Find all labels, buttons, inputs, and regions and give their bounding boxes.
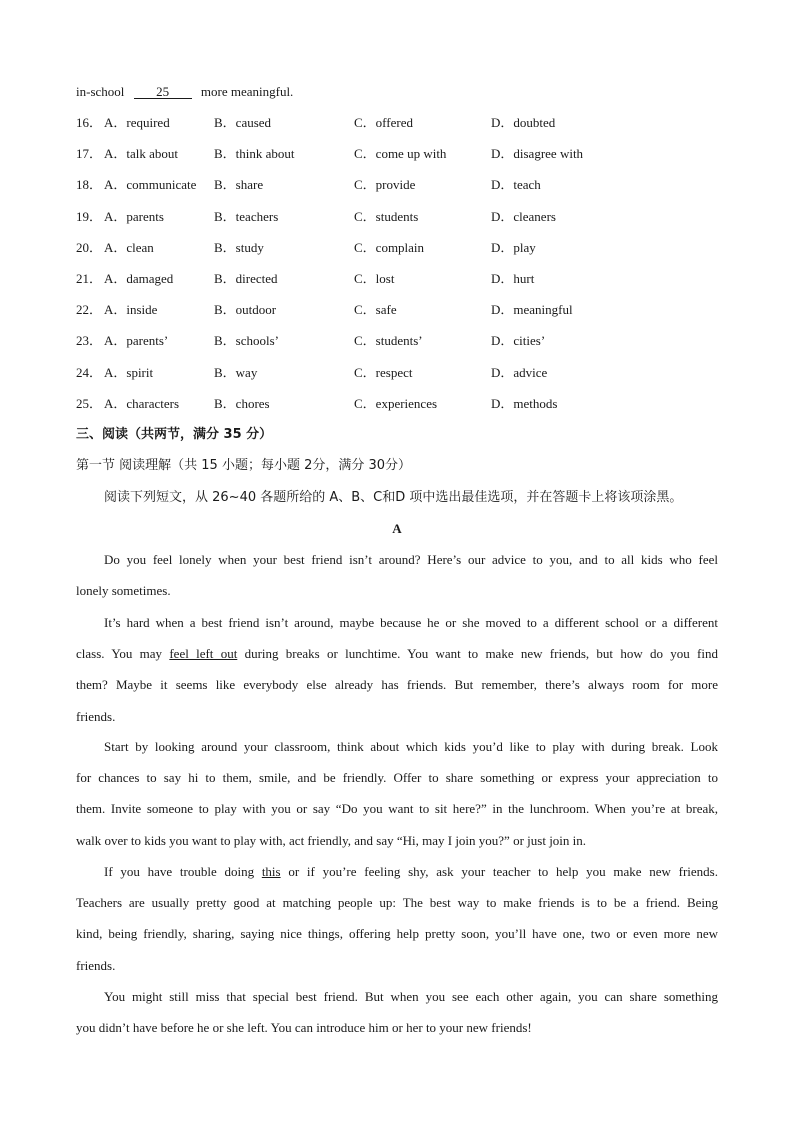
subsection-heading: 第一节 阅读理解（共 15 小题；每小题 2分，满分 30分） — [76, 458, 412, 473]
option-b: B．way — [214, 364, 258, 380]
option-a: A．talk about — [104, 146, 179, 162]
option-c: C．students — [354, 208, 419, 224]
option-a: A．parents’ — [104, 333, 169, 349]
question-number: 17． — [76, 146, 103, 162]
question-row — [76, 177, 716, 193]
passage-line: friends. — [76, 957, 116, 973]
question-number: 20． — [76, 239, 103, 255]
cloze-ending-line — [76, 84, 293, 100]
passage-line: you didn’t have before he or she left. You can introduce him or her to your new friends! — [76, 1020, 532, 1036]
question-number: 19． — [76, 208, 103, 224]
underlined-phrase: feel left out — [169, 646, 238, 662]
cloze-blank-25: 25 — [134, 85, 192, 99]
cloze-ending-prefix: in-school — [76, 84, 125, 99]
passage-line: You might still miss that special best friend. But when you see each other again, you can share something — [104, 989, 718, 1004]
option-d: D．teach — [491, 177, 541, 193]
question-row — [76, 146, 716, 162]
passage-line: If you have trouble doing this or if you’re feeling shy, ask your teacher to help you make new friends. — [104, 864, 718, 879]
option-c: C．come up with — [354, 146, 447, 162]
reading-instruction: 阅读下列短文，从 26~40 各题所给的 A、B、C和D 项中选出最佳选项，并在答题卡上将该项涂黑。 — [104, 490, 683, 505]
option-c: C．offered — [354, 115, 413, 130]
option-b: B．chores — [214, 395, 270, 411]
option-c: C．safe — [354, 302, 397, 318]
option-c: C．lost — [354, 271, 395, 286]
option-c: C．students’ — [354, 333, 423, 349]
passage-title: A — [392, 521, 402, 536]
passage-line: them? Maybe it seems like everybody else already has friends. But remember, there’s always room for more — [76, 677, 718, 693]
question-row — [76, 115, 716, 131]
option-b: B．teachers — [214, 208, 279, 224]
option-d: D．cities’ — [491, 333, 546, 349]
question-row — [76, 365, 716, 381]
option-b: B．outdoor — [214, 302, 277, 318]
question-number: 25． — [76, 395, 103, 411]
question-row — [76, 302, 716, 318]
passage-line: friends. — [76, 708, 116, 724]
option-d: D．disagree with — [491, 146, 584, 162]
passage-line: Do you feel lonely when your best friend isn’t around? Here’s our advice to you, and to all kids who feel — [104, 552, 718, 567]
question-number: 21． — [76, 271, 103, 286]
passage-line: lonely sometimes. — [76, 583, 171, 599]
option-a: A．characters — [104, 395, 180, 411]
question-row — [76, 396, 716, 412]
passage-line: them. Invite someone to play with you or say “Do you want to sit here?” in the lunchroom. When you’re at break, — [76, 801, 718, 817]
option-b: B．think about — [214, 146, 295, 162]
option-a: A．spirit — [104, 364, 154, 380]
underlined-phrase: this — [261, 864, 281, 879]
option-d: D．advice — [491, 364, 548, 380]
option-c: C．complain — [354, 239, 425, 255]
passage-line: Start by looking around your classroom, think about which kids you’d like to play with during break. Look — [104, 739, 718, 754]
section-heading: 三、阅读（共两节，满分 35 分） — [76, 427, 273, 442]
passage-line: It’s hard when a best friend isn’t around, maybe because he or she moved to a different school or a different — [104, 615, 718, 630]
option-a: A．inside — [104, 302, 158, 318]
option-a: A．communicate — [104, 177, 197, 193]
question-number: 22． — [76, 302, 103, 318]
option-d: D．methods — [491, 395, 558, 411]
option-a: A．clean — [104, 239, 154, 255]
option-b: B．share — [214, 177, 264, 193]
question-row — [76, 271, 716, 287]
option-c: C．experiences — [354, 395, 438, 411]
passage-line: kind, being friendly, sharing, saying nice things, offering help pretty soon, you’ll have one, two or even more new — [76, 926, 718, 942]
option-b: B．directed — [214, 271, 278, 286]
question-row — [76, 209, 716, 225]
option-b: B．schools’ — [214, 333, 280, 349]
question-row — [76, 333, 716, 349]
option-b: B．caused — [214, 115, 272, 130]
passage-line: class. You may feel left out during breaks or lunchtime. You want to make new friends, but how do you find — [76, 646, 718, 662]
question-row — [76, 240, 716, 256]
option-c: C．provide — [354, 177, 416, 193]
option-c: C．respect — [354, 364, 413, 380]
option-d: D．hurt — [491, 271, 535, 286]
option-a: A．damaged — [104, 271, 174, 286]
question-number: 23． — [76, 333, 103, 349]
question-number: 18． — [76, 177, 103, 193]
option-d: D．doubted — [491, 115, 556, 130]
cloze-ending-suffix: more meaningful. — [200, 84, 294, 99]
option-a: A．parents — [104, 208, 164, 224]
option-d: D．meaningful — [491, 302, 573, 318]
option-b: B．study — [214, 239, 264, 255]
option-d: D．play — [491, 239, 536, 255]
passage-line: walk over to kids you want to play with, act friendly, and say “Hi, may I join you?” or just join in. — [76, 832, 587, 848]
option-a: A．required — [104, 115, 170, 130]
question-number: 16． — [76, 115, 103, 130]
option-d: D．cleaners — [491, 208, 556, 224]
passage-line: for chances to say hi to them, smile, and be friendly. Offer to share something or express your appreciation to — [76, 770, 718, 786]
question-number: 24． — [76, 364, 103, 380]
passage-line: Teachers are usually pretty good at matching people up: The best way to make friends is to be a friend. Being — [76, 895, 718, 911]
